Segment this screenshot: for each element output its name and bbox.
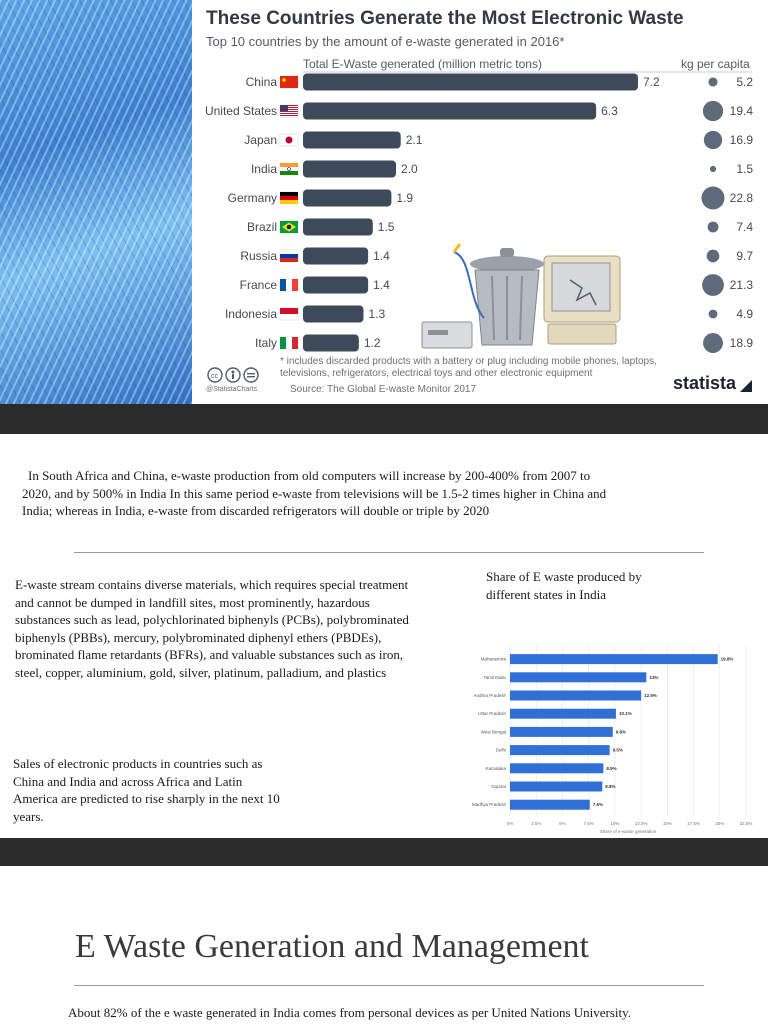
x-tick-label-9: 22.5% [739,820,753,826]
bar-france [303,277,368,294]
bar-united-states [303,103,596,120]
state-bar-uttar-pradesh [510,709,616,719]
capita-dot-indonesia [709,310,718,319]
state-value-uttar-pradesh: 10.1% [618,711,632,717]
capita-dot-france [702,274,724,296]
flag-icon-indonesia [280,308,298,320]
bar-germany [303,190,391,207]
flag-icon-russia [280,250,298,262]
state-label-andhra-pradesh: Andhra Pradesh [473,693,506,698]
state-label-maharashtra: Maharashtra [480,656,506,662]
flag-icon-india [280,163,298,175]
trash-can-illustration [470,248,544,345]
state-bar-west-bengal [510,727,613,737]
capita-value-italy: 18.9 [729,336,753,350]
state-bar-andhra-pradesh [510,691,641,701]
capita-dot-italy [703,333,723,353]
capita-value-china: 5.2 [736,75,753,89]
state-label-uttar-pradesh: Uttar Pradesh [478,711,506,717]
bar-value-japan: 2.1 [405,133,423,147]
capita-value-russia: 9.7 [736,249,753,263]
x-axis-title: Share of e-waste generation [599,828,657,834]
bar-italy [303,335,359,352]
state-chart-caption: Share of E waste produced by different states in India [486,569,642,602]
capita-dot-russia [707,250,720,263]
capita-value-japan: 16.9 [729,133,753,147]
country-label-russia: Russia [240,249,277,263]
capita-dot-germany [702,187,725,210]
capita-value-germany: 22.8 [729,191,753,205]
bar-value-russia: 1.4 [373,249,390,263]
capita-dot-united-states [703,101,723,121]
section-divider [74,552,704,553]
capita-value-brazil: 7.4 [736,220,753,234]
flag-icon-united-states [280,105,298,117]
capita-dot-japan [704,131,722,149]
dark-separator-top [0,404,768,434]
bar-value-united-states: 6.3 [601,104,618,118]
state-label-gujarat: Gujarat [491,784,506,789]
state-share-chart-panel [458,640,758,836]
country-label-france: France [239,278,277,292]
statista-handle: @StatistaCharts [206,386,258,393]
statista-logo: statista [673,373,737,393]
bar-indonesia [303,306,363,323]
state-bar-karnataka [510,763,603,773]
flag-icon-italy [280,337,298,349]
bar-brazil [303,219,373,236]
capita-dot-brazil [708,222,719,233]
x-tick-label-1: 2.5% [531,820,542,826]
state-bar-gujarat [510,782,602,792]
x-tick-label-7: 17.5% [687,820,700,826]
statista-mark-icon [738,378,754,394]
state-label-west-bengal: West Bengal [480,729,506,735]
x-tick-label-8: 20% [715,820,725,826]
country-ewaste-chart [192,0,768,404]
state-bar-tamil-nadu [510,672,646,682]
state-value-tamil-nadu: 13% [649,674,659,680]
flag-icon-china [280,76,298,88]
paragraph-growth: In South Africa and China, e-waste production from old computers will increase by 200-400% from 2007 to 2020, and by 500% in India In this same period e-waste from televisions will be 1.5-2 times higher in China and India; whereas in India, e-waste from discarded refrigerators will double or triple by 2020 [22,468,607,518]
paragraph-personal-devices: About 82% of the e waste generated in India comes from personal devices as per United Nations University. [68,1005,632,1020]
infographic-footnote: * includes discarded products with a battery or plug including mobile phones, laptops, televisions, refrigerators, electrical toys and other electronic equipment [280,356,657,379]
state-label-karnataka: Karnataka [485,765,506,771]
state-bar-delhi [510,745,610,755]
decorative-wave-image [0,0,192,404]
capita-dot-india [710,166,716,172]
capita-value-united-states: 19.4 [729,104,753,118]
bar-value-italy: 1.2 [363,336,381,350]
country-label-brazil: Brazil [246,220,277,234]
bar-india [303,161,396,178]
capita-dot-china [708,77,717,86]
flag-icon-france [280,279,298,291]
country-label-japan: Japan [244,133,277,147]
bar-china [303,74,638,91]
computer-case-illustration [422,244,484,348]
state-bar-maharashtra [510,654,718,664]
total-header: Total E-Waste generated (million metric tons) [303,57,542,71]
ewaste-infographic [192,0,768,404]
bar-russia [303,248,368,265]
state-bar-madhya-pradesh [510,800,590,810]
state-value-karnataka: 8.9% [606,765,617,771]
capita-value-india: 1.5 [736,162,753,176]
state-label-delhi: Delhi [495,747,506,753]
creative-commons-icons [206,366,266,384]
country-label-united-states: United States [204,104,277,118]
state-share-chart [458,640,758,836]
capita-value-indonesia: 4.9 [736,307,753,321]
bar-value-china: 7.2 [643,75,660,89]
paragraph-sales: Sales of electronic products in countries such as China and India and across Africa and Latin America are predicted to rise sharply in the next 10 years. [13,756,280,824]
state-label-madhya-pradesh: Madhya Pradesh [471,802,506,808]
infographic-source: Source: The Global E-waste Monitor 2017 [290,384,477,395]
country-label-china: China [245,75,277,89]
x-tick-label-4: 10% [610,820,620,826]
capita-header: kg per capita [681,57,750,71]
state-value-gujarat: 8.8% [605,784,616,789]
heading-underline [74,985,704,986]
section-heading: E Waste Generation and Management [75,928,590,965]
bar-value-indonesia: 1.3 [368,307,386,321]
x-tick-label-5: 12.5% [634,820,648,826]
paragraph-materials: E-waste stream contains diverse materials, which requires special treatment and cannot be dumped in landfill sites, most prominently, hazardous substances such as lead, polychlorinated biphenyls (PCBs), polybrominated biphenyls (PBBs), mercury, polybrominated diphenyl ethers (PBDEs), brominated flame retardants (BFRs), and valuable substances such as iron, steel, copper, aluminium, gold, silver, platinum, palladium, and plastics [15,577,409,680]
svg-text:cc: cc [211,373,218,380]
country-label-germany: Germany [227,191,277,205]
x-tick-label-3: 7.5% [583,820,594,826]
flag-icon-germany [280,192,298,204]
state-value-maharashtra: 19.8% [720,656,734,662]
bar-value-india: 2.0 [401,162,418,176]
infographic-title: These Countries Generate the Most Electronic Waste [206,8,684,29]
country-label-italy: Italy [254,336,277,350]
state-value-delhi: 9.5% [612,747,623,753]
state-value-madhya-pradesh: 7.6% [592,802,603,808]
bar-value-brazil: 1.5 [377,220,395,234]
x-tick-label-2: 5% [559,820,566,826]
infographic-subtitle: Top 10 countries by the amount of e-waste generated in 2016* [206,34,565,49]
country-label-indonesia: Indonesia [224,307,277,321]
state-value-andhra-pradesh: 12.5% [644,693,657,698]
bar-value-france: 1.4 [373,278,390,292]
country-label-india: India [250,162,277,176]
flag-icon-brazil [280,221,298,233]
dark-separator-bottom [0,838,768,866]
state-value-west-bengal: 9.8% [615,729,627,735]
state-label-tamil-nadu: Tamil Nadu [483,674,506,680]
x-tick-label-6: 15% [662,820,672,826]
flag-icon-japan [280,134,298,146]
bar-value-germany: 1.9 [396,191,414,205]
bar-japan [303,132,401,149]
broken-computer-illustration [544,256,620,344]
x-tick-label-0: 0% [506,820,514,826]
capita-value-france: 21.3 [729,278,753,292]
